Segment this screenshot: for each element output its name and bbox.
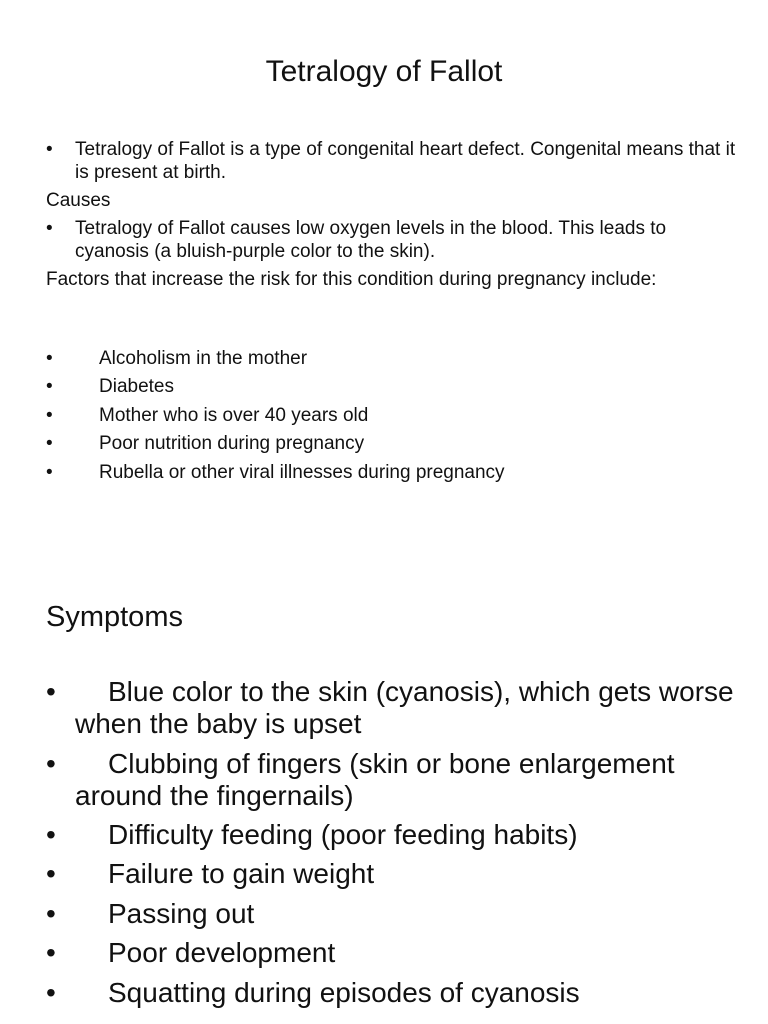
symptom-item xyxy=(46,937,746,969)
intro-bullet xyxy=(46,138,736,184)
bullet-icon: • xyxy=(46,405,53,426)
bullet-icon: • xyxy=(46,819,56,850)
bullet-icon: • xyxy=(46,433,53,454)
risk-factors-intro: Factors that increase the risk for this condition during pregnancy include: xyxy=(46,269,657,290)
bullet-icon: • xyxy=(46,348,53,369)
symptom-item xyxy=(46,858,746,890)
risk-factor-text: Rubella or other viral illnesses during pregnancy xyxy=(99,462,505,483)
risk-factor-text: Diabetes xyxy=(99,376,174,397)
bullet-icon: • xyxy=(46,858,56,889)
symptom-text: Passing out xyxy=(108,898,255,929)
risk-factor-item xyxy=(46,375,736,398)
risk-factor-text: Mother who is over 40 years old xyxy=(99,405,369,426)
symptom-item xyxy=(46,748,746,812)
causes-text: Tetralogy of Fallot causes low oxygen levels in the blood. This leads to cyanosis (a bluish-purple color to the skin). xyxy=(75,218,667,262)
symptom-text: Squatting during episodes of cyanosis xyxy=(108,977,580,1008)
symptom-text: Difficulty feeding (poor feeding habits) xyxy=(108,819,578,850)
bullet-icon: • xyxy=(46,218,53,239)
symptom-item xyxy=(46,977,746,1009)
symptom-text: Failure to gain weight xyxy=(108,858,375,889)
symptom-item xyxy=(46,898,746,930)
bullet-icon: • xyxy=(46,462,53,483)
risk-factor-item xyxy=(46,432,736,455)
symptom-text: Clubbing of fingers (skin or bone enlargement around the fingernails) xyxy=(75,748,675,811)
page-title: Tetralogy of Fallot xyxy=(265,55,503,88)
risk-factor-text: Poor nutrition during pregnancy xyxy=(99,433,365,454)
bullet-icon: • xyxy=(46,139,53,160)
symptom-item xyxy=(46,676,746,740)
risk-factor-item xyxy=(46,347,736,370)
bullet-icon: • xyxy=(46,748,56,779)
symptom-text: Blue color to the skin (cyanosis), which gets worse when the baby is upset xyxy=(75,676,734,739)
causes-heading: Causes xyxy=(46,190,111,211)
risk-factor-text: Alcoholism in the mother xyxy=(99,348,308,369)
intro-text: Tetralogy of Fallot is a type of congenital heart defect. Congenital means that it is present at birth. xyxy=(75,139,736,183)
bullet-icon: • xyxy=(46,898,56,929)
causes-bullet xyxy=(46,217,736,263)
symptom-item xyxy=(46,819,746,851)
risk-factor-item xyxy=(46,461,736,484)
symptom-text: Poor development xyxy=(108,937,336,968)
bullet-icon: • xyxy=(46,376,53,397)
symptoms-heading: Symptoms xyxy=(46,601,183,633)
bullet-icon: • xyxy=(46,676,56,707)
risk-factor-item xyxy=(46,404,736,427)
bullet-icon: • xyxy=(46,977,56,1008)
bullet-icon: • xyxy=(46,937,56,968)
